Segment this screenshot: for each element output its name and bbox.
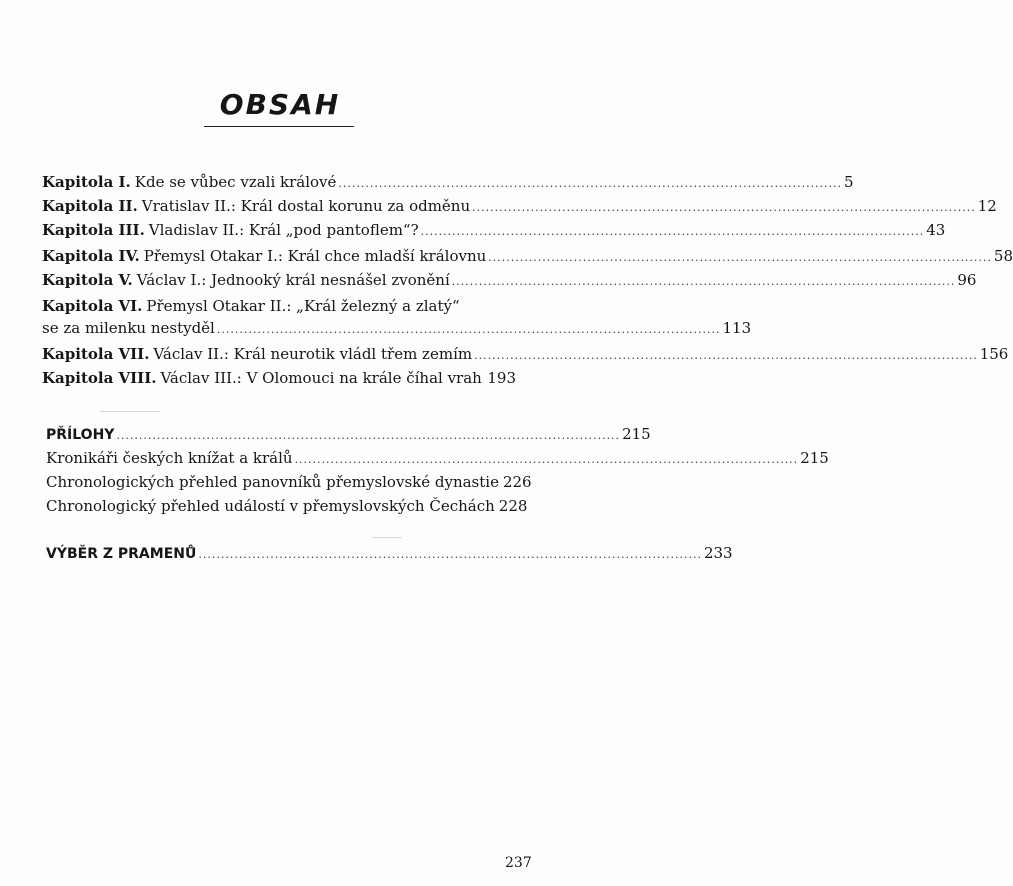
leader-dots: ................................................................................................................ xyxy=(472,201,976,214)
chapter-page: 96 xyxy=(957,271,977,289)
chapter-label: Kapitola IV. xyxy=(42,247,140,265)
toc-entry-sources[interactable] xyxy=(46,543,733,567)
toc-entry-chapter-3[interactable] xyxy=(42,220,946,244)
leader-dots: ................................................................................................................ xyxy=(488,251,992,264)
leader-dots: ................................................................................................................ xyxy=(116,429,621,442)
chapter-page: 5 xyxy=(844,173,854,191)
chapter-title: Vratislav II.: Král dostal korunu za odměnu xyxy=(141,197,471,215)
chapter-page: 156 xyxy=(979,345,1009,363)
toc-entry-appendix-item-3[interactable] xyxy=(46,496,528,520)
appendix-label: PŘÍLOHY xyxy=(46,427,115,443)
appendix-item-page: 226 xyxy=(502,473,532,491)
toc-entry-appendix[interactable] xyxy=(46,424,651,448)
toc-entry-chapter-6-continuation[interactable] xyxy=(42,318,752,342)
appendix-item-page: 228 xyxy=(498,497,528,515)
leader-dots: ................................................................................................................ xyxy=(451,275,956,288)
leader-dots: ................................................................................................................ xyxy=(198,548,702,561)
toc-entry-chapter-8[interactable] xyxy=(42,368,516,392)
toc-entry-chapter-1[interactable] xyxy=(42,172,854,196)
page-title: OBSAH xyxy=(219,88,341,121)
chapter-page: 12 xyxy=(977,197,997,215)
chapter-title: Vladislav II.: Král „pod pantoflem“? xyxy=(148,221,419,239)
toc-entry-chapter-6[interactable] xyxy=(42,296,516,320)
chapter-label: Kapitola II. xyxy=(42,197,138,215)
chapter-label: Kapitola VII. xyxy=(42,345,150,363)
sources-page: 233 xyxy=(703,544,733,562)
leader-dots: ................................................................................................................ xyxy=(338,177,843,190)
chapter-title: Václav I.: Jednooký král nesnášel zvonění xyxy=(136,271,450,289)
chapter-label: Kapitola VIII. xyxy=(42,369,157,387)
chapter-title: Kde se vůbec vzali králové xyxy=(134,173,337,191)
leader-dots: ................................................................................................................ xyxy=(420,225,925,238)
leader-dots: ................................................................................................................ xyxy=(474,349,978,362)
leader-dots: ................................................................................................................ xyxy=(216,323,721,336)
toc-entry-chapter-2[interactable] xyxy=(42,196,997,220)
toc-entry-chapter-5[interactable] xyxy=(42,270,977,294)
chapter-page: 193 xyxy=(487,369,516,387)
toc-entry-chapter-4[interactable] xyxy=(42,246,1013,270)
chapter-title: Přemysl Otakar II.: „Král železný a zlatý“ xyxy=(146,297,460,315)
appendix-page: 215 xyxy=(622,425,651,443)
chapter-page: 113 xyxy=(722,319,752,337)
appendix-item-page: 215 xyxy=(800,449,829,467)
chapter-page: 43 xyxy=(926,221,946,239)
chapter-label: Kapitola VI. xyxy=(42,297,143,315)
appendix-item-title: Chronologických přehled panovníků přemyslovské dynastie xyxy=(46,473,499,491)
chapter-label: Kapitola I. xyxy=(42,173,131,191)
chapter-title: Václav II.: Král neurotik vládl třem zemím xyxy=(153,345,473,363)
chapter-label: Kapitola III. xyxy=(42,221,145,239)
faint-mark xyxy=(372,537,402,538)
leader-dots xyxy=(484,370,486,390)
sources-label: VÝBĚR Z PRAMENŮ xyxy=(46,546,197,562)
toc-entry-appendix-item-1[interactable] xyxy=(46,448,829,472)
appendix-item-title: Kronikáři českých knížat a králů xyxy=(46,449,293,467)
faint-mark xyxy=(100,411,160,412)
chapter-title: Václav III.: V Olomouci na krále číhal vrah xyxy=(160,369,482,387)
chapter-title-continuation: se za milenku nestyděl xyxy=(42,319,215,337)
leader-dots: ................................................................................................................ xyxy=(294,453,799,466)
appendix-item-title: Chronologický přehled událostí v přemyslovských Čechách xyxy=(46,497,495,515)
toc-entry-appendix-item-2[interactable] xyxy=(46,472,532,496)
title-underline xyxy=(204,126,354,127)
toc-entry-chapter-7[interactable] xyxy=(42,344,1009,368)
chapter-label: Kapitola V. xyxy=(42,271,133,289)
page-number: 237 xyxy=(505,855,532,871)
chapter-title: Přemysl Otakar I.: Král chce mladší královnu xyxy=(143,247,487,265)
chapter-page: 58 xyxy=(993,247,1013,265)
